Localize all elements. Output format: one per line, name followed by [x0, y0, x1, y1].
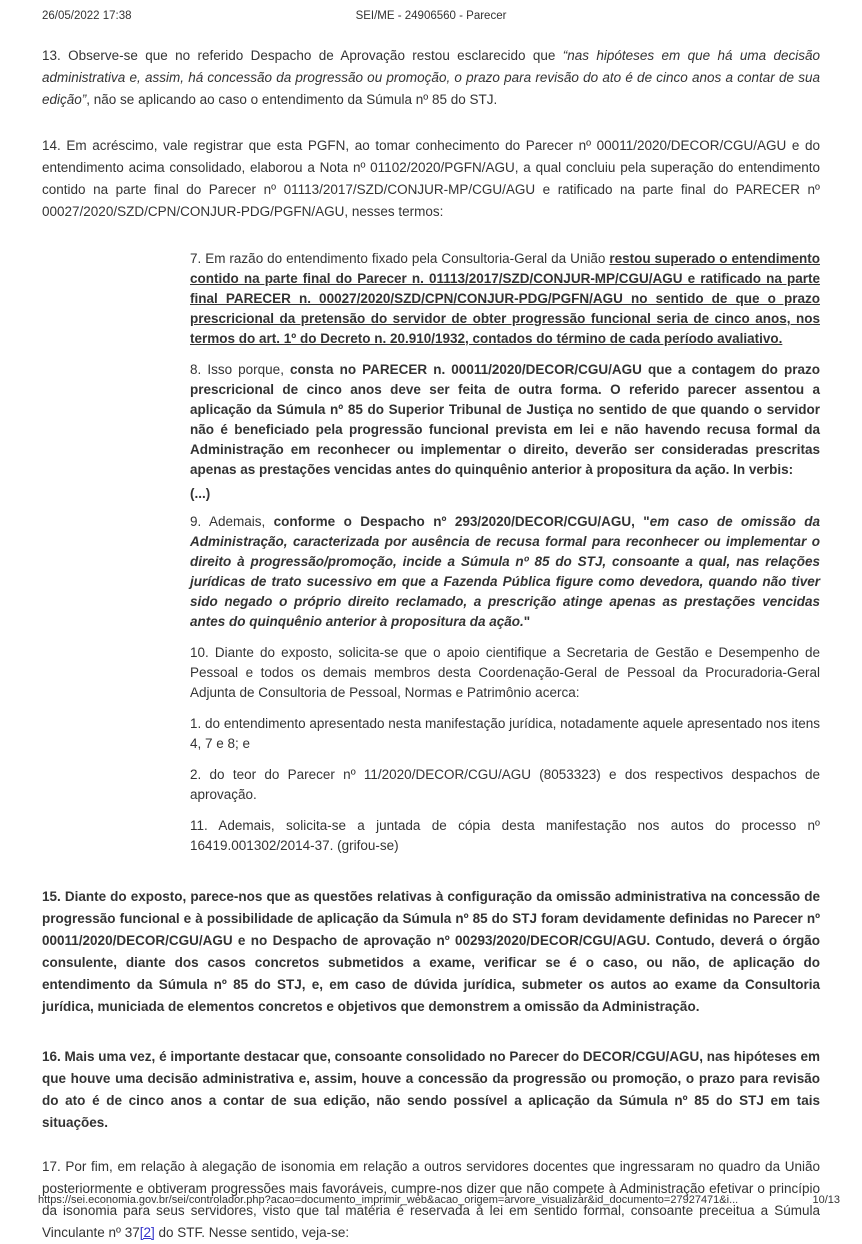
citation-item-9 [190, 512, 820, 632]
paragraph-17-lead: 17. Por fim, em relação à alegação de isonomia em relação a outros servidores docentes que ingressaram no quadro da União posteriormente e obtiveram progressões mais favoráveis, cumpre-nos dizer que não compete à Administração efetivar o princípio da isonomia para seus servidores, visto que tal matéria é reservada à lei em sentido formal, consoante preceitua a Súmula Vinculante nº 37 [42, 1159, 820, 1240]
citation-item-8 [190, 360, 820, 480]
print-footer [0, 1194, 862, 1206]
paragraph-13-tail: , não se aplicando ao caso o entendimento da Súmula nº 85 do STJ. [86, 92, 498, 107]
citation-item-9-despacho: conforme o Despacho nº 293/2020/DECOR/CGU/AGU, " [273, 514, 650, 529]
citation-item-7 [190, 249, 820, 349]
print-source-url: https://sei.economia.gov.br/sei/controlador.php?acao=documento_imprimir_web&acao_origem=arvore_visualizar&id_documento=27927471&i... [38, 1194, 739, 1206]
citation-subitem-2: 2. do teor do Parecer nº 11/2020/DECOR/CGU/AGU (8053323) e dos respectivos despachos de aprovação. [190, 767, 820, 802]
document-title: SEI/ME - 24906560 - Parecer [355, 10, 507, 22]
paragraph-15: 15. Diante do exposto, parece-nos que as questões relativas à configuração da omissão administrativa na concessão de progressão funcional e à possibilidade de aplicação da Súmula nº 85 do STJ foram devidamente definidas no Parecer nº 00011/2020/DECOR/CGU/AGU e no Despacho de aprovação nº 00293/2020/DECOR/CGU/AGU. Contudo, deverá o órgão consulente, diante dos casos concretos submetidos a exame, verificar se é o caso, ou não, de aplicação do entendimento da Súmula nº 85 do STJ, e, em caso de dúvida jurídica, submeter os autos ao exame da Consultoria jurídica, municiada de elementos concretos e objetivos que demonstrem a omissão da Administração. [42, 889, 820, 1014]
citation-item-8-body: consta no PARECER n. 00011/2020/DECOR/CGU/AGU que a contagem do prazo prescricional de cinco anos deve ser feita de outra forma. O referido parecer assentou a aplicação da Súmula nº 85 do Superior Tribunal de Justiça no sentido de que quando o servidor não é beneficiado pela progressão funcional prevista em lei e não havendo recusa formal da Administração em reconhecer ou implementar o direito, deverão ser consideradas prescritas apenas as prestações vencidas antes do quinquênio anterior à propositura da ação. In verbis: [190, 362, 820, 477]
citation-block [190, 249, 820, 856]
print-datetime: 26/05/2022 17:38 [42, 10, 132, 22]
page-indicator: 10/13 [812, 1194, 840, 1206]
citation-item-8-lead: 8. Isso porque, [190, 362, 291, 377]
citation-item-10: 10. Diante do exposto, solicita-se que o apoio cientifique a Secretaria de Gestão e Desempenho de Pessoal e todos os demais membros desta Coordenação-Geral de Pessoal da Procuradoria-Geral Adjunta de Consultoria de Pessoal, Normas e Patrimônio acerca: [190, 645, 820, 700]
citation-item-9-lead: 9. Ademais, [190, 514, 274, 529]
citation-item-11: 11. Ademais, solicita-se a juntada de cópia desta manifestação nos autos do processo nº 16419.001302/2014-37. (grifou-se) [190, 818, 820, 853]
citation-item-7-emphasis: restou superado o entendimento contido na parte final do Parecer n. 01113/2017/SZD/CONJUR-MP/CGU/AGU e ratificado na parte final PARECER n. 00027/2020/SZD/CPN/CONJUR-PDG/PGFN/AGU no sentido de que o prazo prescricional da pretensão do servidor de obter progressão funcional seria de cinco anos, nos termos do art. 1º do Decreto n. 20.910/1932, contados do término de cada período avaliativo. [190, 251, 820, 346]
paragraph-13 [42, 45, 820, 111]
citation-item-9-close: " [523, 614, 531, 629]
paragraph-14: 14. Em acréscimo, vale registrar que esta PGFN, ao tomar conhecimento do Parecer nº 00011/2020/DECOR/CGU/AGU e do entendimento acima consolidado, elaborou a Nota nº 01102/2020/PGFN/AGU, a qual concluiu pela superação do entendimento contido na parte final do Parecer nº 01113/2017/SZD/CONJUR-MP/CGU/AGU e ratificado na parte final do PARECER nº 00027/2020/SZD/CPN/CONJUR-PDG/PGFN/AGU, nesses termos: [42, 138, 820, 219]
paragraph-17-tail: do STF. Nesse sentido, veja-se: [154, 1225, 350, 1240]
citation-item-9-quote: em caso de omissão da Administração, caracterizada por ausência de recusa formal para reconhecer ou implementar o direito à progressão/promoção, incide a Súmula nº 85 do STJ, consoante a qual, nas relações jurídicas de trato sucessivo em que a Fazenda Pública figure como devedora, quando não tiver sido negado o próprio direito reclamado, a prescrição atinge apenas as prestações vencidas antes do quinquênio anterior à propositura da ação. [190, 514, 820, 629]
citation-subitem-1: 1. do entendimento apresentado nesta manifestação jurídica, notadamente aquele apresentado nos itens 4, 7 e 8; e [190, 716, 820, 751]
print-header [42, 10, 820, 25]
paragraph-13-lead: 13. Observe-se que no referido Despacho de Aprovação restou esclarecido que [42, 48, 563, 63]
footnote-2-link[interactable]: [2] [139, 1225, 155, 1240]
citation-item-7-lead: 7. Em razão do entendimento fixado pela Consultoria-Geral da União [190, 251, 610, 266]
paragraph-13-quote: “nas hipóteses em que há uma decisão administrativa e, assim, há concessão da progressão ou promoção, o prazo para revisão do ato é de cinco anos a contar de sua edição” [42, 48, 820, 107]
citation-ellipsis: (...) [190, 486, 211, 501]
paragraph-16: 16. Mais uma vez, é importante destacar que, consoante consolidado no Parecer do DECOR/CGU/AGU, nas hipóteses em que houve uma decisão administrativa e, assim, houve a concessão da progressão ou promoção, o prazo para revisão do ato é de cinco anos a contar de sua edição, não sendo possível a aplicação da Súmula nº 85 do STJ em tais situações. [42, 1049, 820, 1130]
